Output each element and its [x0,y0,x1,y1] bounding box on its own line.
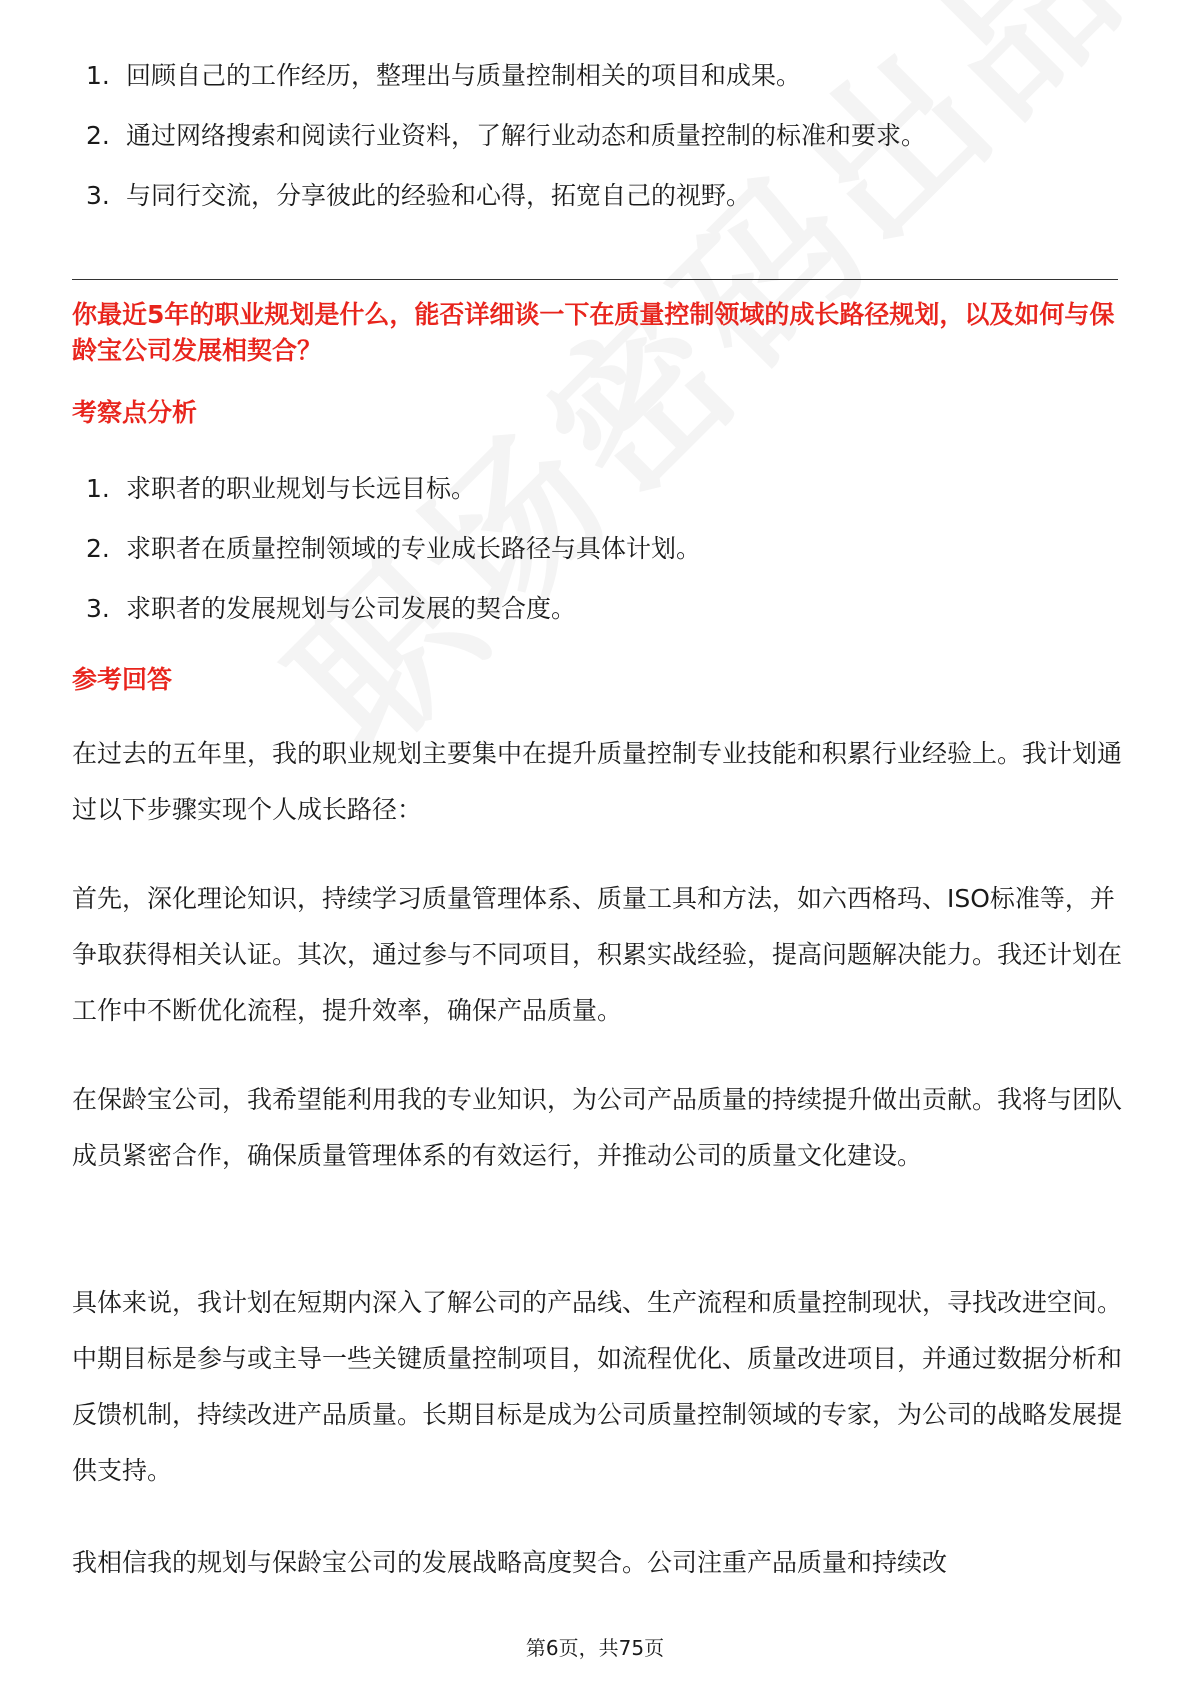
question-heading: 你最近5年的职业规划是什么，能否详细谈一下在质量控制领域的成长路径规划，以及如何与保龄宝公司发展相契合？ [72,300,1115,365]
answer-paragraph: 我相信我的规划与保龄宝公司的发展战略高度契合。公司注重产品质量和持续改 [72,1548,948,1577]
list-item [86,106,926,166]
list-item-number: 2. [86,121,110,150]
answer-paragraph: 具体来说，我计划在短期内深入了解公司的产品线、生产流程和质量控制现状，寻找改进空间。中期目标是参与或主导一些关键质量控制项目，如流程优化、质量改进项目，并通过数据分析和反馈机制，持续改进产品质量。长期目标是成为公司质量控制领域的专家，为公司的战略发展提供支持。 [72,1288,1123,1485]
list-item [86,519,701,579]
top-list [86,46,926,226]
analysis-heading: 考察点分析 [72,398,198,427]
list-item [86,579,701,639]
list-item-text: 通过网络搜索和阅读行业资料，了解行业动态和质量控制的标准和要求。 [126,121,927,150]
answer-paragraph: 首先，深化理论知识，持续学习质量管理体系、质量工具和方法，如六西格玛、ISO标准等，并争取获得相关认证。其次，通过参与不同项目，积累实战经验，提高问题解决能力。我还计划在工作中不断优化流程，提升效率，确保产品质量。 [72,884,1123,1025]
list-item-number: 2. [86,534,110,563]
list-item [86,459,701,519]
list-item-number: 1. [86,474,110,503]
page-footer: 第6页，共75页 [525,1636,665,1660]
list-item-number: 3. [86,181,110,210]
list-item-text: 求职者在质量控制领域的专业成长路径与具体计划。 [126,534,702,563]
answer-paragraph: 在过去的五年里，我的职业规划主要集中在提升质量控制专业技能和积累行业经验上。我计划通过以下步骤实现个人成长路径： [72,739,1123,824]
section-divider [72,279,1118,280]
answer-paragraph: 在保龄宝公司，我希望能利用我的专业知识，为公司产品质量的持续提升做出贡献。我将与团队成员紧密合作，确保质量管理体系的有效运行，并推动公司的质量文化建设。 [72,1085,1123,1170]
list-item-number: 1. [86,61,110,90]
answer-heading: 参考回答 [72,665,173,694]
list-item-text: 与同行交流，分享彼此的经验和心得，拓宽自己的视野。 [126,181,752,210]
list-item [86,166,926,226]
list-item-text: 回顾自己的工作经历，整理出与质量控制相关的项目和成果。 [126,61,802,90]
list-item [86,46,926,106]
analysis-list [86,459,701,639]
list-item-text: 求职者的职业规划与长远目标。 [126,474,477,503]
list-item-text: 求职者的发展规划与公司发展的契合度。 [126,594,577,623]
list-item-number: 3. [86,594,110,623]
